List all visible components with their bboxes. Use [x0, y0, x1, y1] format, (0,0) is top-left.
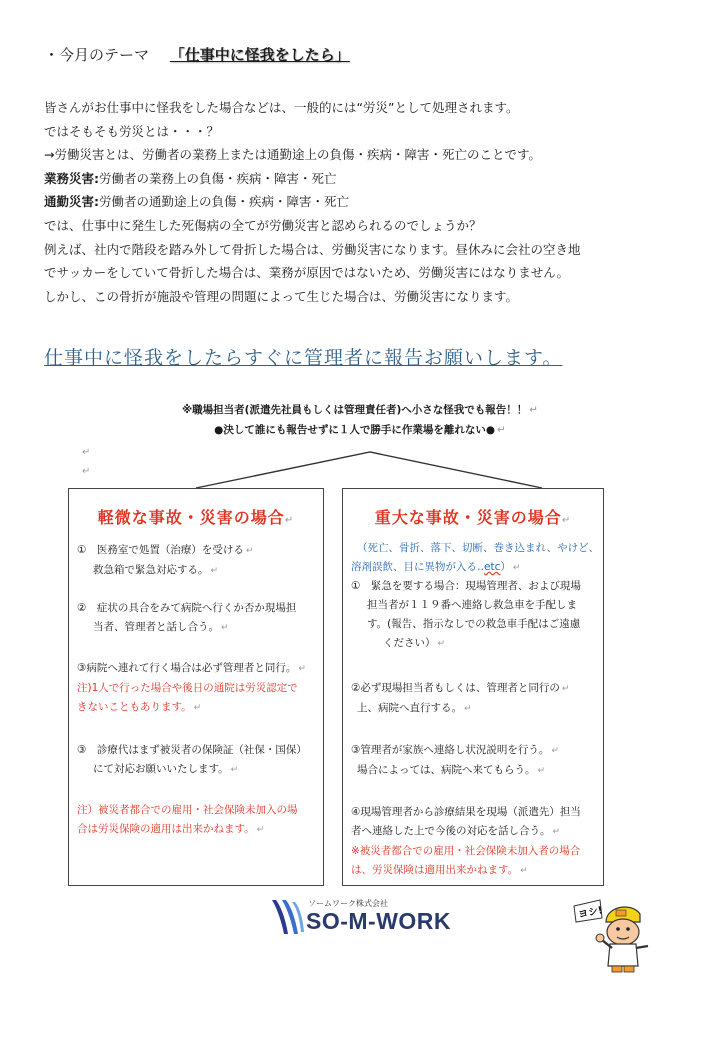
step-line — [351, 577, 595, 596]
mascot-speech-bubble — [574, 900, 604, 922]
warning-line — [77, 801, 315, 820]
theme-title: 「仕事中に怪我をしたら」 — [169, 46, 350, 64]
intro-line: では、仕事中に発生した死傷病の全てが労働災害と認められるのでしょうか？ — [44, 217, 482, 233]
theme-heading — [44, 44, 350, 65]
definition-term: 業務災害: — [44, 170, 99, 186]
box-title-text: 重大な事故・災害の場合 — [374, 508, 562, 527]
notice-text: ●決して誰にも報告せずに１人で勝手に作業場を離れない● — [214, 424, 495, 436]
step-text: ③ 診療代はまず被災者の保険証（社保・国保） — [77, 744, 307, 756]
paragraph-mark: ↵ — [256, 825, 265, 835]
paragraph-mark: ↵ — [82, 466, 91, 477]
minor-step-2 — [77, 599, 315, 638]
warning-text: きないこともあります。 — [77, 701, 192, 713]
step-text: す。(報告、指示なしでの救急車手配はご遠慮 — [367, 618, 581, 630]
serious-step-3 — [351, 741, 595, 781]
step-line — [77, 541, 315, 561]
warning-text: ※被災者都合での雇用・社会保険未加入者の場合 — [351, 845, 581, 857]
step-line — [351, 596, 595, 615]
paragraph-mark: ↵ — [210, 566, 219, 576]
logo-name: SO-M-WORK — [306, 908, 452, 934]
paragraph-mark: ↵ — [284, 515, 295, 526]
step-line — [77, 741, 315, 760]
examples-line — [351, 539, 600, 558]
warning-line — [351, 861, 595, 881]
step-line — [77, 599, 315, 618]
paragraph-mark: ↵ — [230, 765, 239, 775]
step-text: 上、病院へ直行する。 — [357, 702, 462, 714]
intro-line: 皆さんがお仕事中に怪我をした場合などは、一般的には“労災”として処理されます。 — [44, 100, 519, 115]
examples-text: 溶剤誤飲、目に異物が入る‥ — [351, 561, 485, 573]
step-text: ① 緊急を要する場合：現場管理者、および現場 — [351, 580, 581, 592]
minor-step-1 — [77, 541, 315, 581]
intro-line: 例えば、社内で階段を踏み外して骨折した場合は、労働災害になります。昼休みに会社の空き地 — [44, 241, 581, 257]
paragraph-mark: ↵ — [298, 664, 306, 674]
intro-line: しかし、この骨折が施設や管理の問題によって生じた場合は、労働災害になります。 — [44, 288, 519, 304]
intro-text — [44, 96, 674, 308]
company-logo — [268, 896, 458, 938]
paragraph-mark: ↵ — [82, 447, 91, 458]
definition-commute — [44, 190, 674, 214]
warning-line — [77, 698, 315, 718]
step-text: ください） — [383, 637, 436, 649]
step-line — [351, 761, 595, 781]
step-line — [351, 822, 595, 842]
warning-text: は、労災保険は適用出来かねます。 — [351, 864, 519, 876]
step-line — [351, 615, 595, 634]
examples-text: （死亡、骨折、落下、切断、巻き込まれ、やけど、 — [357, 542, 600, 554]
warning-line — [77, 820, 315, 840]
warning-line — [351, 842, 595, 861]
minor-step-3 — [77, 659, 315, 718]
paragraph-mark: ↵ — [552, 827, 561, 837]
paragraph-mark: ↵ — [497, 424, 506, 436]
intro-line: ではそもそも労災とは・・・？ — [44, 123, 220, 139]
step-text: ④現場管理者から診療結果を現場（派遣先）担当 — [351, 806, 581, 818]
step-text: ① 医務室で処置（治療）を受ける — [77, 544, 244, 556]
mascot-speech-text: ヨシ! — [577, 905, 604, 921]
step-line — [77, 561, 315, 581]
serious-step-2 — [351, 679, 595, 719]
warning-text: 合は労災保険の適用は出来かねます。 — [77, 823, 255, 835]
intro-line: でサッカーをしていて骨折した場合は、業務が原因ではないため、労働災害にはなりません。 — [44, 265, 570, 281]
examples-etc: etc — [484, 561, 501, 573]
serious-step-1 — [351, 577, 595, 654]
paragraph-mark: ↵ — [464, 704, 472, 714]
paragraph-mark: ↵ — [520, 866, 528, 876]
paragraph-mark: ↵ — [437, 639, 446, 649]
step-text: にて対応お願いいたします。 — [93, 763, 229, 775]
report-banner: 仕事中に怪我をしたらすぐに管理者に報告お願いします。 — [44, 347, 563, 369]
logo-kana: ソームワーク株式会社 — [308, 899, 388, 908]
serious-accident-title — [343, 505, 603, 528]
definition-business — [44, 167, 674, 191]
step-line — [351, 699, 595, 719]
mascot-illustration — [572, 896, 668, 974]
minor-accident-box — [68, 488, 324, 886]
branch-connector — [0, 440, 720, 490]
notice-line-2 — [0, 420, 720, 440]
intro-line: →労働災害とは、労働者の業務上または通勤途上の負傷・疾病・障害・死亡のことです。 — [44, 147, 541, 163]
definition-text: 労働者の業務上の負傷・疾病・障害・死亡 — [99, 170, 337, 186]
logo-swoosh-icon — [268, 896, 306, 938]
paragraph-mark: ↵ — [551, 746, 559, 756]
paragraph-mark: ↵ — [537, 766, 546, 776]
minor-insurance-note — [77, 801, 315, 840]
examples-line — [351, 558, 595, 578]
definition-term: 通勤災害: — [44, 194, 99, 210]
paragraph-mark: ↵ — [193, 703, 202, 713]
step-line — [351, 803, 595, 822]
notice-text: ※職場担当者(派遣先社員もしくは管理責任者)へ小さな怪我でも報告！！ — [181, 404, 528, 416]
paragraph-mark: ↵ — [561, 515, 572, 526]
examples-text: ） — [500, 561, 511, 573]
step-line — [77, 659, 315, 679]
theme-prefix: ・今月のテーマ — [44, 46, 150, 64]
step-text: 者へ連絡した上で今後の対応を話し合う。 — [351, 825, 551, 837]
warning-text: 注)1人で行った場合や後日の通院は労災認定で — [77, 682, 298, 694]
step-text: ③病院へ連れて行く場合は必ず管理者と同行。 — [77, 662, 297, 674]
step-line — [77, 618, 315, 638]
serious-examples — [351, 539, 600, 578]
minor-step-4 — [77, 741, 315, 780]
definition-text: 労働者の通勤途上の負傷・疾病・障害・死亡 — [99, 194, 350, 210]
paragraph-mark: ↵ — [245, 546, 254, 556]
step-text: 救急箱で緊急対応する。 — [93, 564, 209, 576]
paragraph-mark: ↵ — [221, 623, 229, 633]
step-text: 場合によっては、病院へ来てもらう。 — [357, 764, 536, 776]
box-title-text: 軽微な事故・災害の場合 — [97, 508, 285, 527]
step-text: 担当者が１１９番へ連絡し救急車を手配しま — [367, 599, 577, 611]
step-line — [351, 634, 595, 654]
warning-text: 注）被災者都合での雇用・社会保険未加入の場 — [77, 804, 298, 816]
step-text: ②必ず現場担当者もしくは、管理者と同行の — [351, 682, 560, 694]
minor-accident-title — [69, 505, 323, 528]
serious-step-4 — [351, 803, 595, 881]
step-line — [351, 741, 595, 761]
warning-line — [77, 679, 315, 698]
notice-line-1 — [0, 400, 720, 420]
step-text: ② 症状の具合をみて病院へ行くか否か現場担 — [77, 602, 297, 614]
step-line — [77, 760, 315, 780]
paragraph-mark: ↵ — [529, 404, 539, 416]
step-line — [351, 679, 595, 699]
step-text: 当者、管理者と話し合う。 — [93, 621, 219, 633]
paragraph-mark: ↵ — [512, 563, 521, 573]
serious-accident-box — [342, 488, 604, 886]
step-text: ③管理者が家族へ連絡し状況説明を行う。 — [351, 744, 550, 756]
paragraph-mark: ↵ — [561, 684, 570, 694]
